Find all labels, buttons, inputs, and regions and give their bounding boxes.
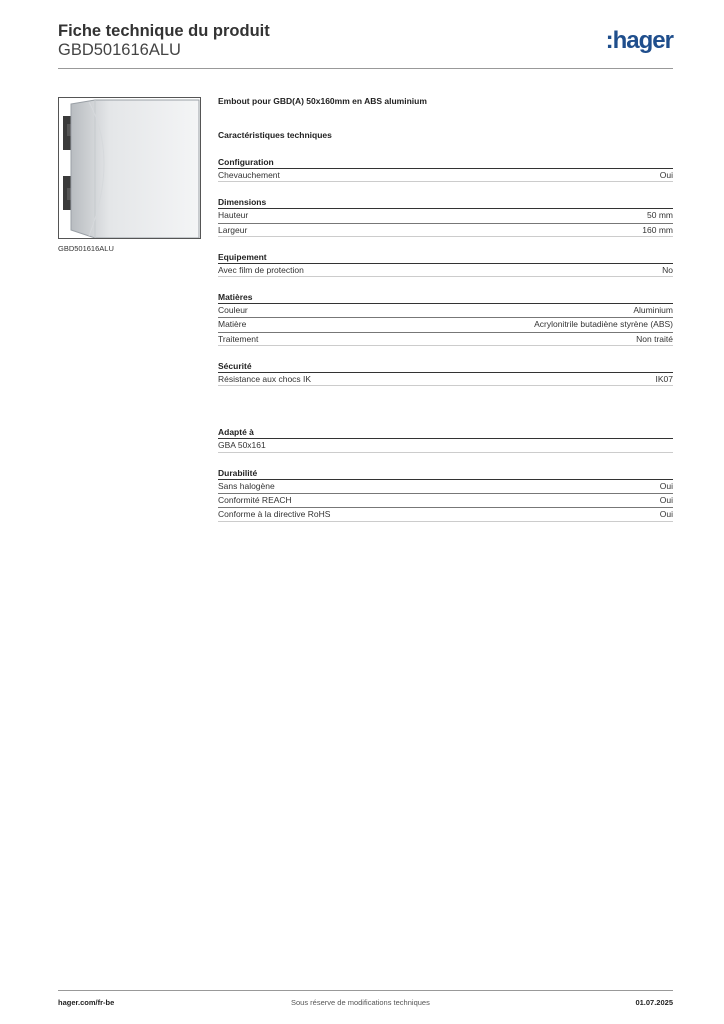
spec-value: Oui — [659, 509, 673, 520]
spec-row — [218, 507, 673, 521]
group-title: Matières — [218, 292, 253, 303]
spec-value: IK07 — [655, 374, 673, 385]
product-description: Embout pour GBD(A) 50x160mm en ABS aluminium — [218, 96, 427, 106]
product-image-caption: GBD501616ALU — [58, 244, 114, 253]
spec-row — [218, 208, 673, 222]
group-title: Durabilité — [218, 467, 258, 478]
hager-logo: :hager — [605, 27, 673, 54]
page-title: Fiche technique du produit — [58, 22, 270, 40]
spec-row — [218, 438, 673, 452]
group-configuration — [218, 156, 673, 182]
spec-value: Aluminium — [633, 305, 673, 316]
spec-label: GBA 50x161 — [218, 440, 266, 451]
group-title: Sécurité — [218, 361, 252, 372]
spec-value: 160 mm — [642, 224, 673, 235]
spec-value: Acrylonitrile butadiène styrène (ABS) — [534, 319, 673, 330]
spec-value: Oui — [659, 480, 673, 491]
spec-label: Conforme à la directive RoHS — [218, 509, 331, 520]
group-title: Equipement — [218, 251, 267, 262]
spec-label: Résistance aux chocs IK — [218, 374, 312, 385]
spec-row — [218, 263, 673, 277]
group-dimensions — [218, 196, 673, 237]
technical-sheet — [218, 96, 673, 522]
spec-label: Avec film de protection — [218, 264, 304, 275]
spec-row — [218, 479, 673, 493]
spec-label: Conformité REACH — [218, 494, 292, 505]
group-matieres — [218, 291, 673, 346]
group-title: Configuration — [218, 157, 274, 167]
spec-value: Oui — [659, 170, 673, 180]
spec-value: 50 mm — [647, 210, 673, 221]
spec-label: Traitement — [218, 333, 259, 344]
spec-row — [218, 168, 673, 182]
group-durabilite — [218, 467, 673, 522]
group-securite — [218, 360, 673, 386]
footer-date: 01.07.2025 — [635, 998, 673, 1007]
spec-label: Largeur — [218, 224, 248, 235]
spec-label: Hauteur — [218, 210, 249, 221]
product-illustration — [59, 98, 201, 239]
group-title: Dimensions — [218, 197, 267, 208]
product-reference: GBD501616ALU — [58, 41, 181, 59]
footer-website: hager.com/fr-be — [58, 998, 115, 1007]
group-title: Adapté à — [218, 427, 254, 438]
spec-value: No — [662, 264, 673, 275]
section-caption: Caractéristiques techniques — [218, 130, 332, 140]
product-image — [58, 97, 201, 239]
spec-label: Sans halogène — [218, 480, 275, 491]
spec-row — [218, 493, 673, 507]
spec-row — [218, 332, 673, 346]
spec-row — [218, 303, 673, 317]
group-equipement — [218, 251, 673, 277]
page-header — [58, 22, 673, 70]
spec-value: Non traité — [636, 333, 673, 344]
spec-row — [218, 372, 673, 386]
spec-label: Couleur — [218, 305, 248, 316]
footer-divider — [58, 990, 673, 991]
spec-value: Oui — [659, 494, 673, 505]
spec-row — [218, 223, 673, 237]
header-divider — [58, 68, 673, 69]
spec-label: Chevauchement — [218, 170, 280, 180]
spec-label: Matière — [218, 319, 247, 330]
group-adapte — [218, 426, 673, 452]
spec-row — [218, 317, 673, 331]
footer-notice: Sous réserve de modifications techniques — [291, 998, 430, 1007]
